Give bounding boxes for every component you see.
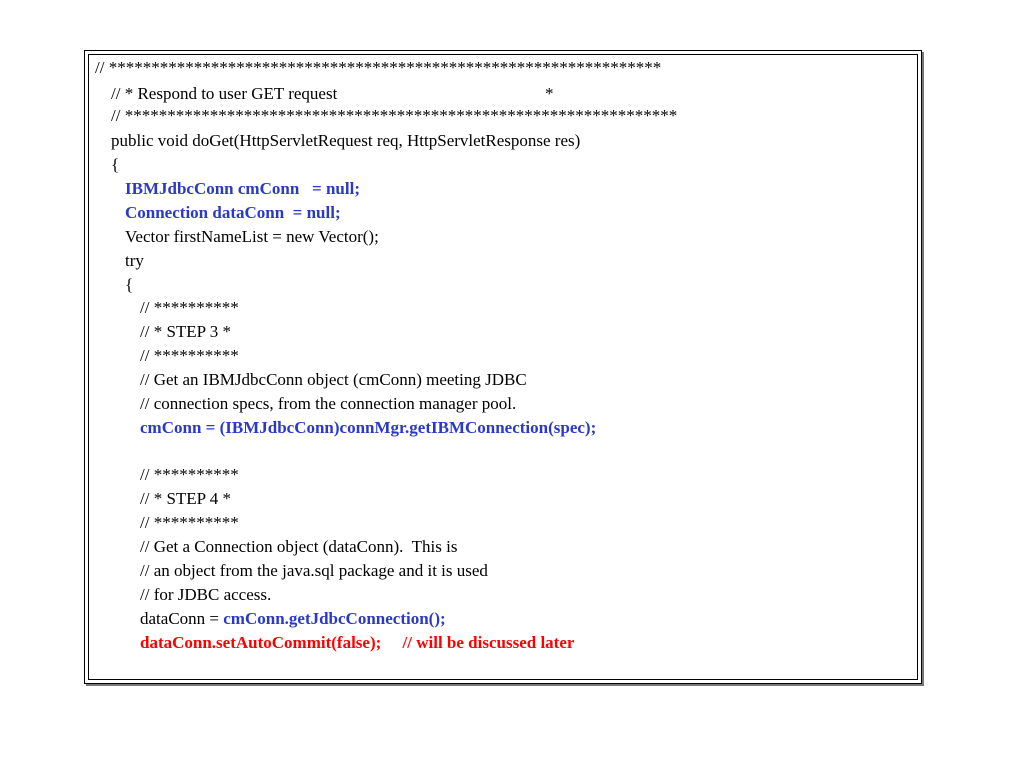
try-open-brace: { xyxy=(125,275,134,294)
decl-dataconn: Connection dataConn = null; xyxy=(125,203,341,222)
step4-description-1: // Get a Connection object (dataConn). This is xyxy=(140,537,458,556)
step4-autocommit: dataConn.setAutoCommit(false); // will be discussed later xyxy=(140,633,575,652)
step4-description-2: // an object from the java.sql package and it is used xyxy=(140,561,488,580)
respond-comment-star: * xyxy=(545,84,554,103)
step4-description-3: // for JDBC access. xyxy=(140,585,272,604)
step3-description-2: // connection specs, from the connection manager pool. xyxy=(140,394,517,413)
decl-vector: Vector firstNameList = new Vector(); xyxy=(125,227,379,246)
step3-code: cmConn = (IBMJdbcConn)connMgr.getIBMConnection(spec); xyxy=(140,418,597,437)
step3-label: // * STEP 3 * xyxy=(140,322,231,341)
step4-assign-call: cmConn.getJdbcConnection(); xyxy=(223,609,446,628)
respond-comment: // * Respond to user GET request xyxy=(111,84,338,103)
decl-cmconn: IBMJdbcConn cmConn = null; xyxy=(125,179,360,198)
step3-rule-bottom: // ********** xyxy=(140,346,239,365)
step3-description-1: // Get an IBMJdbcConn object (cmConn) meeting JDBC xyxy=(140,370,527,389)
banner-bottom-comment: // ***************************************************************** xyxy=(111,106,678,125)
method-open-brace: { xyxy=(111,155,120,174)
step4-rule-bottom: // ********** xyxy=(140,513,239,532)
banner-top-comment: // ***************************************************************** xyxy=(95,58,662,77)
method-signature: public void doGet(HttpServletRequest req, HttpServletResponse res) xyxy=(111,131,581,150)
try-keyword: try xyxy=(125,251,144,270)
step3-rule-top: // ********** xyxy=(140,298,239,317)
step4-assign-prefix: dataConn = xyxy=(140,609,224,628)
step4-label: // * STEP 4 * xyxy=(140,489,231,508)
step4-rule-top: // ********** xyxy=(140,465,239,484)
step4-assignment xyxy=(140,609,446,629)
